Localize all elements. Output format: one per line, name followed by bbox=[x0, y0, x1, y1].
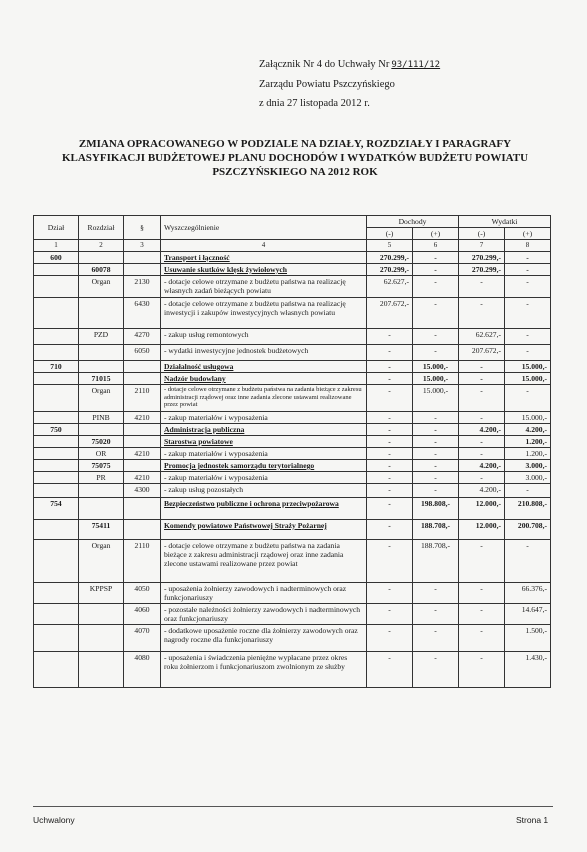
cell-description: - dotacje celowe otrzymane z budżetu państwa na zadania bieżące z zakresu administracji rządowej oraz inne zadania zlecone ustawami realizowane przez powiat bbox=[161, 385, 367, 412]
footer-divider bbox=[33, 806, 553, 807]
cell-rozdzial bbox=[79, 424, 124, 436]
cell-dzial bbox=[34, 604, 79, 625]
cell-dochody-plus: - bbox=[413, 652, 459, 688]
cell-dzial bbox=[34, 583, 79, 604]
cell-dzial: 600 bbox=[34, 252, 79, 264]
cell-paragraf bbox=[124, 252, 161, 264]
cell-wydatki-minus: 12.000,- bbox=[459, 498, 505, 520]
cell-description: - dotacje celowe otrzymane z budżetu państwa na zadania bieżące z zakresu administracji rządowej oraz inne zadania zlecone ustawami realizowane przez powiat bbox=[161, 540, 367, 583]
cell-description: Usuwanie skutków klęsk żywiołowych bbox=[161, 264, 367, 276]
table-row-rozdzial bbox=[34, 264, 551, 276]
cell-rozdzial bbox=[79, 252, 124, 264]
cell-wydatki-minus: 4.200,- bbox=[459, 424, 505, 436]
cell-description: - dotacje celowe otrzymane z budżetu państwa na realizację inwestycji i zakupów inwestycyjnych własnych powiatu bbox=[161, 298, 367, 329]
cell-dzial bbox=[34, 373, 79, 385]
cell-wydatki-minus: - bbox=[459, 652, 505, 688]
table-row bbox=[34, 652, 551, 688]
col-header-wyszczegolnienie: Wyszczególnienie bbox=[161, 216, 367, 240]
cell-description: Komendy powiatowe Państwowej Straży Pożarnej bbox=[161, 520, 367, 540]
cell-wydatki-minus: 62.627,- bbox=[459, 329, 505, 345]
cell-dochody-plus: - bbox=[413, 460, 459, 472]
cell-paragraf bbox=[124, 436, 161, 448]
cell-dochody-plus: - bbox=[413, 276, 459, 298]
cell-dzial bbox=[34, 484, 79, 498]
cell-wydatki-plus: 15.000,- bbox=[505, 373, 551, 385]
cell-dochody-plus: - bbox=[413, 412, 459, 424]
cell-wydatki-minus: 4.200,- bbox=[459, 484, 505, 498]
cell-dochody-plus: - bbox=[413, 583, 459, 604]
cell-paragraf bbox=[124, 424, 161, 436]
cell-rozdzial: 71015 bbox=[79, 373, 124, 385]
cell-dochody-plus: - bbox=[413, 345, 459, 361]
cell-wydatki-plus: 3.000,- bbox=[505, 460, 551, 472]
cell-wydatki-plus: 4.200,- bbox=[505, 424, 551, 436]
cell-rozdzial: Organ bbox=[79, 385, 124, 412]
cell-dzial bbox=[34, 652, 79, 688]
cell-wydatki-minus: 12.000,- bbox=[459, 520, 505, 540]
cell-description: Administracja publiczna bbox=[161, 424, 367, 436]
cell-wydatki-plus: 66.376,- bbox=[505, 583, 551, 604]
col-number: 7 bbox=[459, 240, 505, 252]
cell-wydatki-plus: - bbox=[505, 540, 551, 583]
cell-dochody-minus: - bbox=[367, 361, 413, 373]
cell-rozdzial: 75411 bbox=[79, 520, 124, 540]
cell-paragraf: 4070 bbox=[124, 625, 161, 652]
cell-description: Transport i łączność bbox=[161, 252, 367, 264]
cell-paragraf: 4210 bbox=[124, 448, 161, 460]
cell-dochody-minus: - bbox=[367, 345, 413, 361]
table-row bbox=[34, 385, 551, 412]
cell-dochody-plus: - bbox=[413, 484, 459, 498]
col-header-dochody-plus: (+) bbox=[413, 228, 459, 240]
cell-paragraf bbox=[124, 264, 161, 276]
cell-wydatki-minus: - bbox=[459, 436, 505, 448]
cell-dochody-plus: - bbox=[413, 604, 459, 625]
cell-wydatki-plus: 200.708,- bbox=[505, 520, 551, 540]
cell-description: - zakup materiałów i wyposażenia bbox=[161, 412, 367, 424]
document-title: ZMIANA OPRACOWANEGO W PODZIALE NA DZIAŁY, ROZDZIAŁY I PARAGRAFY KLASYFIKACJI BUDŻETOWEJ PLANU DOCHODÓW I WYDATKÓW BUDŻETU POWIATU PSZCZYŃSKIEGO NA 2012 ROK bbox=[61, 138, 529, 178]
cell-description: - zakup materiałów i wyposażenia bbox=[161, 472, 367, 484]
cell-dochody-plus: 15.000,- bbox=[413, 373, 459, 385]
cell-rozdzial bbox=[79, 361, 124, 373]
col-header-wydatki-minus: (-) bbox=[459, 228, 505, 240]
cell-dochody-minus: - bbox=[367, 460, 413, 472]
cell-dzial: 750 bbox=[34, 424, 79, 436]
col-number: 8 bbox=[505, 240, 551, 252]
cell-dochody-plus: - bbox=[413, 472, 459, 484]
cell-dzial bbox=[34, 345, 79, 361]
cell-paragraf: 6430 bbox=[124, 298, 161, 329]
cell-wydatki-minus: 207.672,- bbox=[459, 345, 505, 361]
cell-rozdzial bbox=[79, 345, 124, 361]
cell-description: - pozostałe należności żołnierzy zawodowych i nadterminowych oraz funkcjonariuszy bbox=[161, 604, 367, 625]
table-row-rozdzial bbox=[34, 436, 551, 448]
cell-wydatki-plus: 1.430,- bbox=[505, 652, 551, 688]
cell-rozdzial bbox=[79, 604, 124, 625]
cell-rozdzial: PR bbox=[79, 472, 124, 484]
col-header-wydatki: Wydatki bbox=[459, 216, 551, 228]
cell-dochody-minus: - bbox=[367, 436, 413, 448]
cell-dzial bbox=[34, 460, 79, 472]
cell-wydatki-minus: - bbox=[459, 298, 505, 329]
cell-description: - uposażenia i świadczenia pieniężne wypłacane przez okres roku żołnierzom i funkcjonariuszom zwolnionym ze służby bbox=[161, 652, 367, 688]
cell-dzial: 754 bbox=[34, 498, 79, 520]
footer-status: Uchwalony bbox=[33, 815, 75, 825]
cell-dochody-minus: - bbox=[367, 385, 413, 412]
cell-wydatki-plus: 3.000,- bbox=[505, 472, 551, 484]
cell-rozdzial: KPPSP bbox=[79, 583, 124, 604]
cell-description: - zakup usług remontowych bbox=[161, 329, 367, 345]
col-header-dochody: Dochody bbox=[367, 216, 459, 228]
cell-description: Bezpieczeństwo publiczne i ochrona przeciwpożarowa bbox=[161, 498, 367, 520]
cell-dochody-minus: - bbox=[367, 424, 413, 436]
cell-description: - uposażenia żołnierzy zawodowych i nadterminowych oraz funkcjonariuszy bbox=[161, 583, 367, 604]
cell-wydatki-minus: 270.299,- bbox=[459, 264, 505, 276]
cell-paragraf: 6050 bbox=[124, 345, 161, 361]
cell-dzial: 710 bbox=[34, 361, 79, 373]
cell-wydatki-plus: - bbox=[505, 298, 551, 329]
col-header-paragraf: § bbox=[124, 216, 161, 240]
cell-rozdzial bbox=[79, 625, 124, 652]
cell-dochody-minus: - bbox=[367, 484, 413, 498]
cell-dochody-minus: - bbox=[367, 604, 413, 625]
cell-description: - zakup materiałów i wyposażenia bbox=[161, 448, 367, 460]
cell-rozdzial: 75075 bbox=[79, 460, 124, 472]
col-number: 3 bbox=[124, 240, 161, 252]
cell-dochody-plus: - bbox=[413, 448, 459, 460]
cell-dzial bbox=[34, 436, 79, 448]
cell-description: - dotacje celowe otrzymane z budżetu państwa na realizację własnych zadań bieżących powiatu bbox=[161, 276, 367, 298]
cell-dochody-minus: - bbox=[367, 625, 413, 652]
cell-wydatki-minus: - bbox=[459, 448, 505, 460]
table-row bbox=[34, 276, 551, 298]
cell-wydatki-plus: 14.647,- bbox=[505, 604, 551, 625]
cell-dochody-plus: - bbox=[413, 625, 459, 652]
cell-rozdzial bbox=[79, 498, 124, 520]
cell-dochody-plus: - bbox=[413, 329, 459, 345]
cell-paragraf bbox=[124, 460, 161, 472]
table-row bbox=[34, 345, 551, 361]
cell-paragraf: 2110 bbox=[124, 540, 161, 583]
table-row-rozdzial bbox=[34, 520, 551, 540]
cell-description: - zakup usług pozostałych bbox=[161, 484, 367, 498]
cell-wydatki-minus: 4.200,- bbox=[459, 460, 505, 472]
cell-dzial bbox=[34, 472, 79, 484]
cell-wydatki-plus: - bbox=[505, 252, 551, 264]
col-header-wydatki-plus: (+) bbox=[505, 228, 551, 240]
cell-wydatki-plus: - bbox=[505, 329, 551, 345]
cell-rozdzial: 60078 bbox=[79, 264, 124, 276]
cell-dochody-plus: 198.808,- bbox=[413, 498, 459, 520]
cell-dochody-minus: - bbox=[367, 329, 413, 345]
cell-wydatki-minus: - bbox=[459, 276, 505, 298]
cell-paragraf: 4060 bbox=[124, 604, 161, 625]
table-row bbox=[34, 298, 551, 329]
col-number: 2 bbox=[79, 240, 124, 252]
cell-wydatki-plus: - bbox=[505, 264, 551, 276]
cell-paragraf: 4210 bbox=[124, 472, 161, 484]
cell-wydatki-plus: - bbox=[505, 484, 551, 498]
table-row bbox=[34, 540, 551, 583]
cell-dzial bbox=[34, 540, 79, 583]
cell-dochody-minus: 270.299,- bbox=[367, 252, 413, 264]
cell-rozdzial: Organ bbox=[79, 540, 124, 583]
cell-wydatki-minus: - bbox=[459, 412, 505, 424]
cell-wydatki-plus: 15.000,- bbox=[505, 361, 551, 373]
cell-dochody-minus: - bbox=[367, 412, 413, 424]
cell-description: Działalność usługowa bbox=[161, 361, 367, 373]
cell-dzial bbox=[34, 276, 79, 298]
cell-dochody-plus: - bbox=[413, 264, 459, 276]
cell-dochody-plus: - bbox=[413, 424, 459, 436]
cell-dochody-minus: - bbox=[367, 540, 413, 583]
table-row-dzial bbox=[34, 252, 551, 264]
cell-wydatki-minus: - bbox=[459, 625, 505, 652]
table-row bbox=[34, 625, 551, 652]
col-header-rozdzial: Rozdział bbox=[79, 216, 124, 240]
cell-paragraf: 4050 bbox=[124, 583, 161, 604]
cell-paragraf: 2110 bbox=[124, 385, 161, 412]
table-row bbox=[34, 583, 551, 604]
cell-rozdzial: OR bbox=[79, 448, 124, 460]
cell-dochody-minus: 270.299,- bbox=[367, 264, 413, 276]
cell-dochody-minus: - bbox=[367, 373, 413, 385]
cell-dzial bbox=[34, 264, 79, 276]
cell-dochody-minus: - bbox=[367, 583, 413, 604]
cell-rozdzial: PINB bbox=[79, 412, 124, 424]
cell-description: Starostwa powiatowe bbox=[161, 436, 367, 448]
col-number: 1 bbox=[34, 240, 79, 252]
cell-dzial bbox=[34, 412, 79, 424]
cell-description: Promocja jednostek samorządu terytorialnego bbox=[161, 460, 367, 472]
header-line-1 bbox=[259, 58, 440, 72]
table-row-dzial bbox=[34, 498, 551, 520]
header-annex-text: Załącznik Nr 4 do Uchwały Nr bbox=[259, 59, 390, 70]
cell-dzial bbox=[34, 385, 79, 412]
col-number: 6 bbox=[413, 240, 459, 252]
cell-dochody-plus: 188.708,- bbox=[413, 520, 459, 540]
cell-dochody-plus: 188.708,- bbox=[413, 540, 459, 583]
cell-dochody-plus: - bbox=[413, 298, 459, 329]
cell-paragraf bbox=[124, 361, 161, 373]
cell-wydatki-minus: - bbox=[459, 583, 505, 604]
cell-dzial bbox=[34, 298, 79, 329]
cell-paragraf: 4210 bbox=[124, 412, 161, 424]
table-row bbox=[34, 604, 551, 625]
cell-dochody-plus: - bbox=[413, 252, 459, 264]
cell-paragraf bbox=[124, 373, 161, 385]
header-line-2: Zarządu Powiatu Pszczyńskiego bbox=[259, 79, 395, 90]
cell-wydatki-plus: - bbox=[505, 276, 551, 298]
cell-rozdzial bbox=[79, 298, 124, 329]
footer-page-number: Strona 1 bbox=[516, 815, 549, 825]
table-row-rozdzial bbox=[34, 460, 551, 472]
cell-rozdzial bbox=[79, 484, 124, 498]
cell-dzial bbox=[34, 625, 79, 652]
cell-dochody-minus: 207.672,- bbox=[367, 298, 413, 329]
col-number: 5 bbox=[367, 240, 413, 252]
cell-wydatki-minus: - bbox=[459, 472, 505, 484]
cell-wydatki-plus: 15.000,- bbox=[505, 412, 551, 424]
cell-dochody-minus: - bbox=[367, 520, 413, 540]
cell-wydatki-minus: 270.299,- bbox=[459, 252, 505, 264]
cell-dochody-plus: - bbox=[413, 436, 459, 448]
cell-wydatki-plus: - bbox=[505, 385, 551, 412]
cell-wydatki-minus: - bbox=[459, 540, 505, 583]
cell-dochody-minus: 62.627,- bbox=[367, 276, 413, 298]
cell-rozdzial: 75020 bbox=[79, 436, 124, 448]
table-row bbox=[34, 329, 551, 345]
cell-wydatki-minus: - bbox=[459, 385, 505, 412]
col-header-dzial: Dział bbox=[34, 216, 79, 240]
cell-description: - dodatkowe uposażenie roczne dla żołnierzy zawodowych oraz nagrody roczne dla funkcjonariuszy bbox=[161, 625, 367, 652]
cell-description: Nadzór budowlany bbox=[161, 373, 367, 385]
table-row-dzial bbox=[34, 361, 551, 373]
table-row bbox=[34, 448, 551, 460]
cell-rozdzial: Organ bbox=[79, 276, 124, 298]
cell-wydatki-plus: 1.500,- bbox=[505, 625, 551, 652]
cell-dochody-plus: 15.000,- bbox=[413, 385, 459, 412]
cell-wydatki-plus: - bbox=[505, 345, 551, 361]
cell-wydatki-minus: - bbox=[459, 361, 505, 373]
cell-paragraf: 4270 bbox=[124, 329, 161, 345]
cell-dochody-plus: 15.000,- bbox=[413, 361, 459, 373]
cell-paragraf bbox=[124, 520, 161, 540]
cell-paragraf: 2130 bbox=[124, 276, 161, 298]
cell-dochody-minus: - bbox=[367, 472, 413, 484]
cell-paragraf bbox=[124, 498, 161, 520]
cell-dochody-minus: - bbox=[367, 498, 413, 520]
cell-dzial bbox=[34, 329, 79, 345]
cell-paragraf: 4300 bbox=[124, 484, 161, 498]
budget-table-body bbox=[34, 252, 551, 688]
table-row-rozdzial bbox=[34, 373, 551, 385]
cell-rozdzial: PZD bbox=[79, 329, 124, 345]
header-line-3: z dnia 27 listopada 2012 r. bbox=[259, 98, 370, 109]
cell-wydatki-plus: 210.808,- bbox=[505, 498, 551, 520]
cell-paragraf: 4080 bbox=[124, 652, 161, 688]
table-row bbox=[34, 412, 551, 424]
table-row-dzial bbox=[34, 424, 551, 436]
cell-rozdzial bbox=[79, 652, 124, 688]
cell-wydatki-minus: - bbox=[459, 373, 505, 385]
table-row bbox=[34, 472, 551, 484]
handwritten-resolution-number: 93/111/12 bbox=[391, 60, 441, 70]
cell-dzial bbox=[34, 520, 79, 540]
cell-dzial bbox=[34, 448, 79, 460]
cell-wydatki-plus: 1.200,- bbox=[505, 436, 551, 448]
cell-wydatki-minus: - bbox=[459, 604, 505, 625]
col-number: 4 bbox=[161, 240, 367, 252]
cell-dochody-minus: - bbox=[367, 448, 413, 460]
table-row bbox=[34, 484, 551, 498]
col-header-dochody-minus: (-) bbox=[367, 228, 413, 240]
column-number-row bbox=[34, 240, 551, 252]
budget-table bbox=[33, 215, 551, 688]
cell-description: - wydatki inwestycyjne jednostek budżetowych bbox=[161, 345, 367, 361]
cell-wydatki-plus: 1.200,- bbox=[505, 448, 551, 460]
cell-dochody-minus: - bbox=[367, 652, 413, 688]
